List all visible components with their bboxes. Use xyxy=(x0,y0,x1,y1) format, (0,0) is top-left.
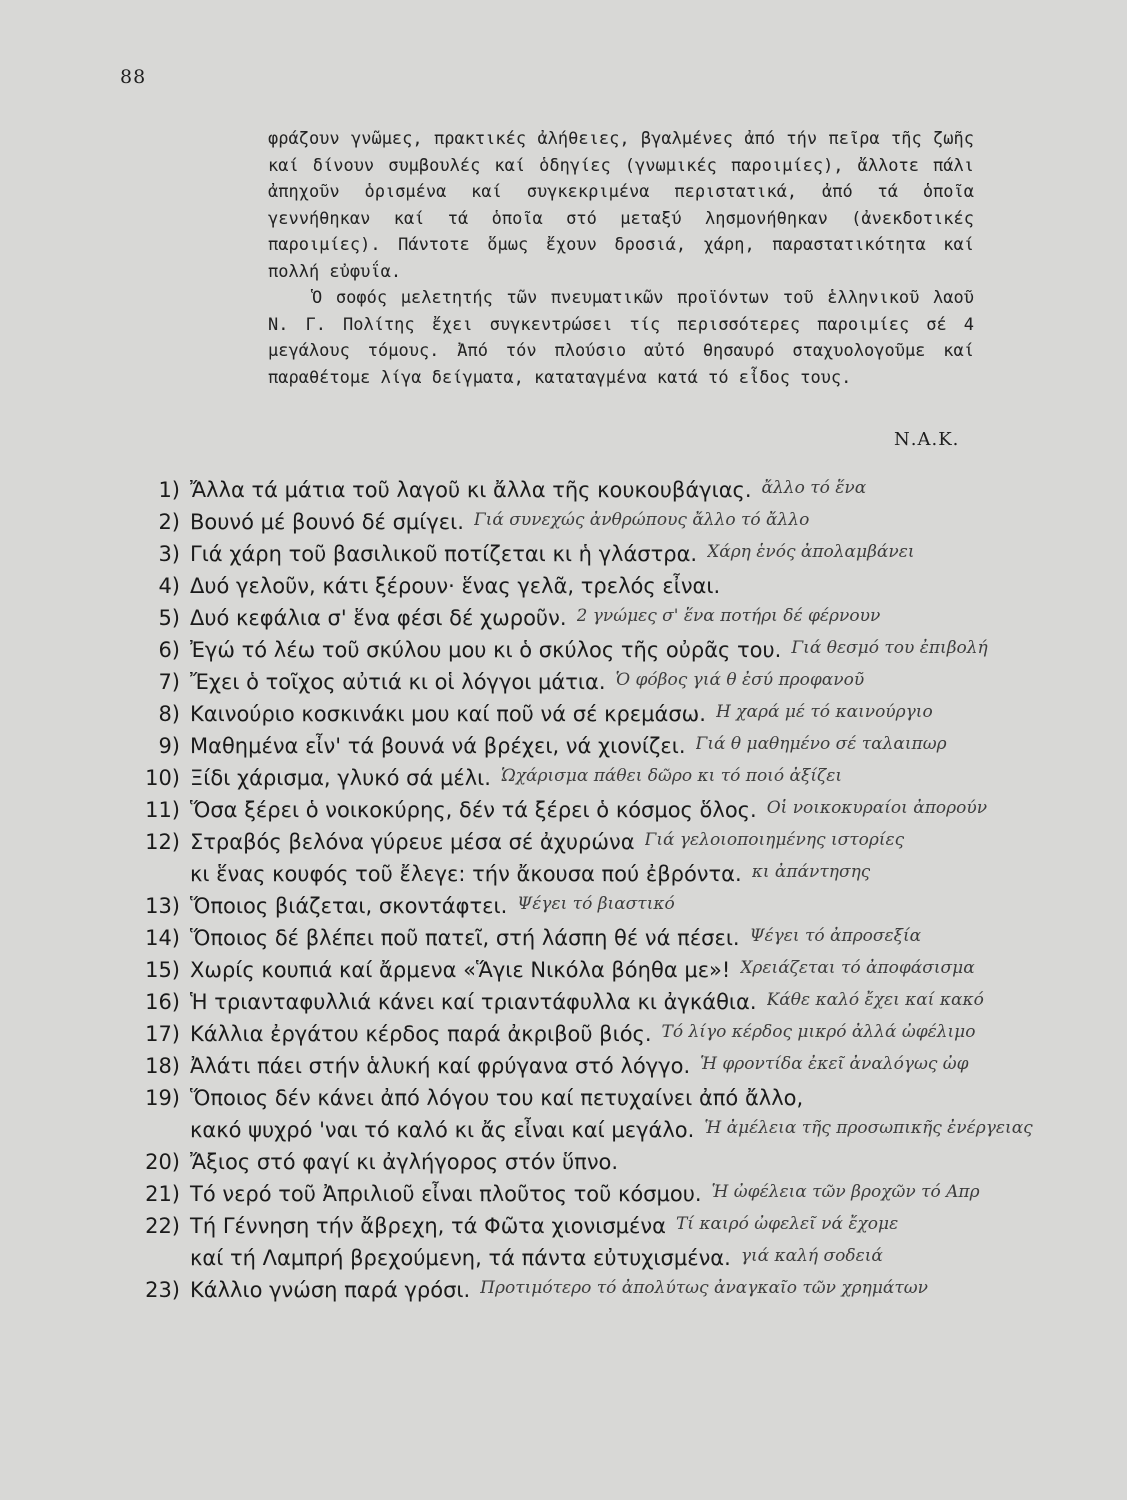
handwritten-note: ἄλλο τό ἕνα xyxy=(761,478,867,498)
proverb-text: Ἔχει ὁ τοῖχος αὐτιά κι οἱ λόγγοι μάτια. xyxy=(190,670,606,694)
proverb-text: Ἀλάτι πάει στήν ἁλυκή καί φρύγανα στό λόγγο. xyxy=(190,1054,691,1078)
proverb-text: Καινούριο κοσκινάκι μου καί ποῦ νά σέ κρεμάσω. xyxy=(190,702,706,726)
proverb-item xyxy=(100,926,1127,958)
handwritten-note: Προτιμότερο τό ἀπολύτως ἀναγκαῖο τῶν χρημάτων xyxy=(480,1278,928,1298)
proverb-body xyxy=(190,702,933,726)
proverb-text-continued: κι ἕνας κουφός τοῦ ἔλεγε: τήν ἄκουσα πού ἐβρόντα. xyxy=(190,862,742,886)
proverb-body xyxy=(190,542,915,566)
proverb-text: Χωρίς κουπιά καί ἄρμενα «Ἅγιε Νικόλα βόηθα με»! xyxy=(190,958,731,982)
proverb-body xyxy=(190,1054,969,1078)
proverb-item xyxy=(100,894,1127,926)
proverb-item xyxy=(100,958,1127,990)
handwritten-note: Γιά θεσμό του ἐπιβολή xyxy=(791,638,988,658)
handwritten-note: 2 γνώμες σ' ἕνα ποτήρι δέ φέρνουν xyxy=(576,606,881,626)
proverb-number: 3) xyxy=(158,542,180,566)
proverb-text: Γιά χάρη τοῦ βασιλικοῦ ποτίζεται κι ἡ γλάστρα. xyxy=(190,542,698,566)
proverb-item xyxy=(100,990,1127,1022)
proverb-text: Ἄλλα τά μάτια τοῦ λαγοῦ κι ἄλλα τῆς κουκουβάγιας. xyxy=(190,478,752,502)
handwritten-note: Χρειάζεται τό ἀποφάσισμα xyxy=(740,958,975,978)
intro-paragraph-1: φράζουν γνῶμες, πρακτικές ἀλήθειες, βγαλμένες ἀπό τήν πεῖρα τῆς ζωῆς καί δίνουν συμβουλές καί ὁδηγίες (γνωμικές παροιμίες), ἄλλοτε πάλι ἀπηχοῦν ὁρισμένα καί συγκεκριμένα περιστατικά, ἀπό τά ὁποῖα γεννήθηκαν καί τά ὁποῖα στό μεταξύ λησμονήθηκαν (ἀνεκδοτικές παροιμίες). Πάντοτε ὅμως ἔχουν δροσιά, χάρη, παραστατικότητα καί πολλή εὐφυΐα. xyxy=(268,129,974,282)
proverb-item xyxy=(100,606,1127,638)
handwritten-note: κι ἀπάντησης xyxy=(751,862,871,882)
proverb-body xyxy=(190,670,864,694)
page-number: 88 xyxy=(120,66,147,88)
proverb-number: 23) xyxy=(145,1278,180,1302)
proverb-number: 5) xyxy=(158,606,180,630)
proverb-number: 7) xyxy=(158,670,180,694)
proverb-text: Μαθημένα εἶν' τά βουνά νά βρέχει, νά χιονίζει. xyxy=(190,734,686,758)
proverb-item xyxy=(100,798,1127,830)
proverb-item xyxy=(100,766,1127,798)
proverb-body xyxy=(190,1278,928,1302)
proverb-number: 13) xyxy=(145,894,180,918)
proverb-number: 4) xyxy=(158,574,180,598)
proverb-body xyxy=(190,1182,980,1206)
proverb-body xyxy=(190,926,921,950)
handwritten-note: γιά καλή σοδειά xyxy=(740,1246,883,1266)
proverb-item xyxy=(100,510,1127,542)
proverb-text: Κάλλιο γνώση παρά γρόσι. xyxy=(190,1278,471,1302)
proverb-item xyxy=(100,670,1127,702)
proverb-number: 6) xyxy=(158,638,180,662)
proverb-number: 15) xyxy=(145,958,180,982)
proverb-text: Ἐγώ τό λέω τοῦ σκύλου μου κι ὁ σκύλος τῆς οὐρᾶς του. xyxy=(190,638,782,662)
proverb-text: Ἡ τριανταφυλλιά κάνει καί τριαντάφυλλα κι ἀγκάθια. xyxy=(190,990,757,1014)
proverb-number: 19) xyxy=(145,1086,180,1110)
proverb-text: Ὅσα ξέρει ὁ νοικοκύρης, δέν τά ξέρει ὁ κόσμος ὅλος. xyxy=(190,798,757,822)
proverb-number: 17) xyxy=(145,1022,180,1046)
proverb-number: 12) xyxy=(145,830,180,854)
handwritten-note: Η χαρά μέ τό καινούργιο xyxy=(715,702,933,722)
proverb-body xyxy=(190,990,984,1014)
handwritten-note: Γιά θ μαθημένο σέ ταλαιπωρ xyxy=(695,734,947,754)
proverb-item xyxy=(100,1182,1127,1214)
proverb-text: Δυό κεφάλια σ' ἕνα φέσι δέ χωροῦν. xyxy=(190,606,567,630)
proverb-item xyxy=(100,542,1127,574)
proverb-body xyxy=(190,734,947,758)
proverb-item xyxy=(100,1022,1127,1054)
proverb-text: Τή Γέννηση τήν ἄβρεχη, τά Φῶτα χιονισμένα xyxy=(190,1214,666,1238)
proverb-item xyxy=(100,1054,1127,1086)
proverb-item xyxy=(100,1086,1127,1150)
handwritten-note: Κάθε καλό ἔχει καί κακό xyxy=(766,990,984,1010)
proverb-list xyxy=(100,478,1127,1310)
proverb-number: 18) xyxy=(145,1054,180,1078)
proverb-text: Ξίδι χάρισμα, γλυκό σά μέλι. xyxy=(190,766,491,790)
handwritten-note: Ψέγει τό βιαστικό xyxy=(517,894,675,914)
proverb-number: 1) xyxy=(158,478,180,502)
proverb-body xyxy=(190,1150,618,1174)
proverb-body xyxy=(190,766,842,790)
proverb-number: 16) xyxy=(145,990,180,1014)
proverb-item xyxy=(100,1150,1127,1182)
proverb-body xyxy=(190,894,675,918)
handwritten-note: Ὡχάρισμα πάθει δῶρο κι τό ποιό ἀξίζει xyxy=(500,766,842,786)
proverb-body xyxy=(190,798,987,822)
proverb-item xyxy=(100,830,1127,894)
handwritten-note: Γιά συνεχώς ἀνθρώπους ἄλλο τό ἄλλο xyxy=(473,510,810,530)
proverb-text: Τό νερό τοῦ Ἀπριλιοῦ εἶναι πλοῦτος τοῦ κόσμου. xyxy=(190,1182,702,1206)
handwritten-note: Γιά γελοιοποιημένης ιστορίες xyxy=(644,830,905,850)
proverb-body xyxy=(190,830,904,886)
proverb-number: 9) xyxy=(158,734,180,758)
proverb-number: 11) xyxy=(145,798,180,822)
handwritten-note: Τί καιρό ὠφελεῖ νά ἔχομε xyxy=(675,1214,899,1234)
proverb-text: Ὅποιος δέ βλέπει ποῦ πατεῖ, στή λάσπη θέ νά πέσει. xyxy=(190,926,740,950)
handwritten-note: Ἡ φροντίδα ἐκεῖ ἀναλόγως ὠφ xyxy=(700,1054,969,1074)
proverb-text: Δυό γελοῦν, κάτι ξέρουν· ἕνας γελᾶ, τρελός εἶναι. xyxy=(190,574,721,598)
proverb-number: 22) xyxy=(145,1214,180,1238)
proverb-number: 8) xyxy=(158,702,180,726)
proverb-body xyxy=(190,1086,1033,1142)
proverb-text: Βουνό μέ βουνό δέ σμίγει. xyxy=(190,510,464,534)
handwritten-note: Ἡ ὠφέλεια τῶν βροχῶν τό Απρ xyxy=(711,1182,980,1202)
author-signature: Ν.Α.Κ. xyxy=(894,429,960,450)
proverb-body xyxy=(190,1214,898,1270)
proverb-body xyxy=(190,478,866,502)
handwritten-note: Ἡ ἀμέλεια τῆς προσωπικῆς ἐνέργειας xyxy=(704,1118,1033,1138)
proverb-item xyxy=(100,638,1127,670)
proverb-number: 14) xyxy=(145,926,180,950)
proverb-item xyxy=(100,734,1127,766)
handwritten-note: Οἱ νοικοκυραίοι ἀπορούν xyxy=(766,798,988,818)
proverb-text-continued: κακό ψυχρό 'ναι τό καλό κι ἄς εἶναι καί μεγάλο. xyxy=(190,1118,695,1142)
proverb-text-continued: καί τή Λαμπρή βρεχούμενη, τά πάντα εὐτυχισμένα. xyxy=(190,1246,731,1270)
proverb-text: Ὅποιος βιάζεται, σκοντάφτει. xyxy=(190,894,508,918)
proverb-body xyxy=(190,958,975,982)
proverb-number: 10) xyxy=(145,766,180,790)
proverb-item xyxy=(100,1214,1127,1278)
proverb-item xyxy=(100,574,1127,606)
proverb-body xyxy=(190,1022,975,1046)
handwritten-note: Ψέγει τό ἀπροσεξία xyxy=(749,926,922,946)
proverb-item xyxy=(100,1278,1127,1310)
proverb-body xyxy=(190,574,720,598)
proverb-body xyxy=(190,638,988,662)
intro-paragraph-2: Ὁ σοφός μελετητής τῶν πνευματικῶν προϊόντων τοῦ ἑλληνικοῦ λαοῦ Ν. Γ. Πολίτης ἔχει συγκεντρώσει τίς περισσότερες παροιμίες σέ 4 μεγάλους τόμους. Ἀπό τόν πλούσιο αὐτό θησαυρό σταχυολογοῦμε καί παραθέτομε λίγα δείγματα, καταταγμένα κατά τό εἶδος τους. xyxy=(268,288,974,388)
proverb-body xyxy=(190,606,880,630)
proverb-text: Ὅποιος δέν κάνει ἀπό λόγου του καί πετυχαίνει ἀπό ἄλλο, xyxy=(190,1086,804,1110)
proverb-text: Κάλλια ἐργάτου κέρδος παρά ἀκριβοῦ βιός. xyxy=(190,1022,652,1046)
proverb-number: 2) xyxy=(158,510,180,534)
proverb-body xyxy=(190,510,809,534)
proverb-number: 21) xyxy=(145,1182,180,1206)
proverb-text: Στραβός βελόνα γύρευε μέσα σέ ἀχυρώνα xyxy=(190,830,635,854)
proverb-item xyxy=(100,702,1127,734)
proverb-text: Ἄξιος στό φαγί κι ἀγλήγορος στόν ὕπνο. xyxy=(190,1150,619,1174)
handwritten-note: Τό λίγο κέρδος μικρό ἀλλά ὠφέλιμο xyxy=(661,1022,976,1042)
handwritten-note: Ὁ φόβος γιά θ ἐσύ προφανοῦ xyxy=(615,670,865,690)
intro-text xyxy=(268,126,974,391)
proverb-number: 20) xyxy=(145,1150,180,1174)
handwritten-note: Χάρη ἑνός ἀπολαμβάνει xyxy=(707,542,915,562)
proverb-item xyxy=(100,478,1127,510)
